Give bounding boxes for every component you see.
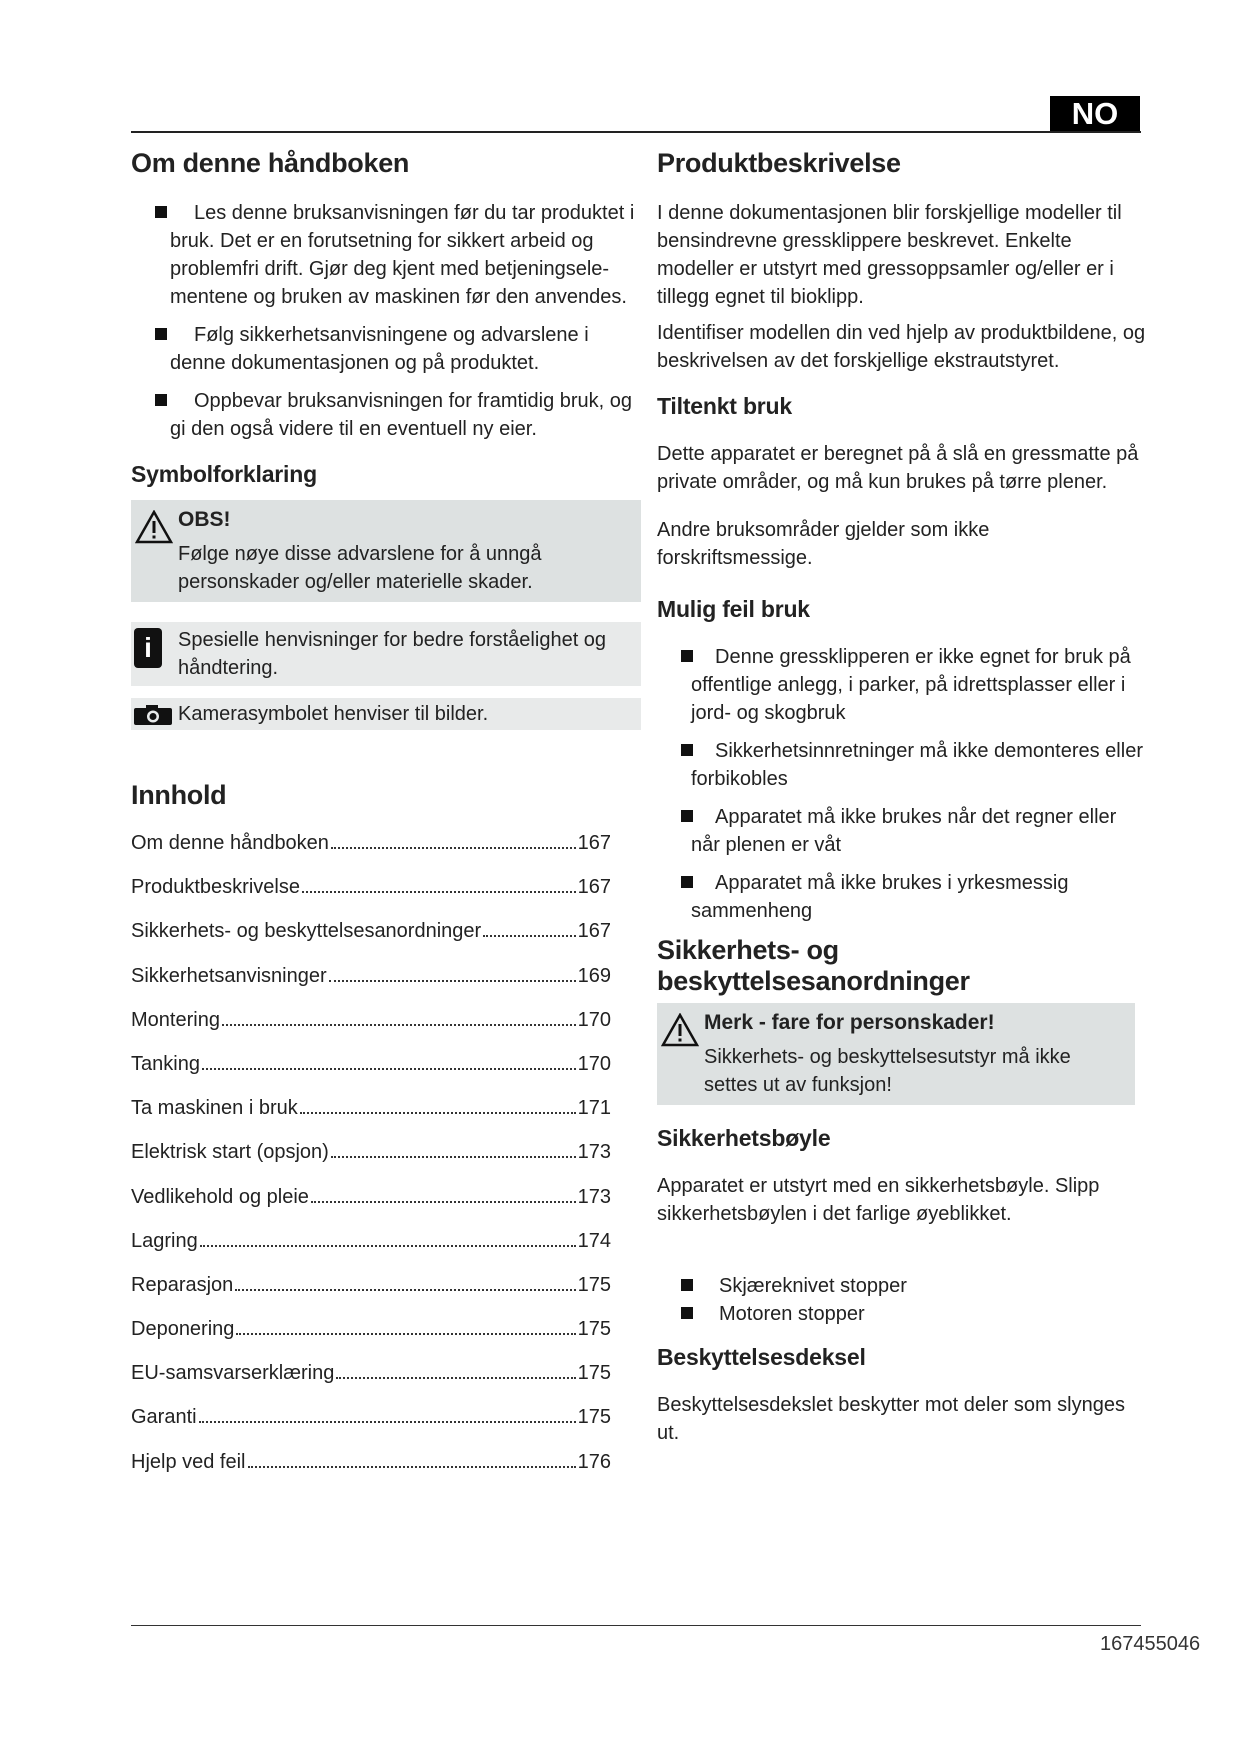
info-text: Spesielle henvisninger for bedre forståelighet og håndtering.	[178, 629, 607, 679]
misuse-section	[657, 596, 1147, 925]
cover-title: Beskyttelsesdeksel	[657, 1344, 866, 1370]
square-bullet-icon	[155, 206, 167, 218]
header-rule	[131, 131, 1141, 133]
safety-bail-paragraph: Apparatet er utstyrt med en sikkerhetsbøyle. Slipp sikkerhetsbøylen i det farlige øyeblikket.	[657, 1175, 1100, 1225]
right-column	[657, 148, 1147, 1455]
cover-paragraph: Beskyttelsesdekslet beskytter mot deler som slynges ut.	[657, 1394, 1125, 1444]
square-bullet-icon	[681, 1307, 693, 1319]
safety-title: Sikkerhets- og beskyttelsesanordninger	[657, 935, 970, 996]
symbols-section	[131, 461, 641, 730]
product-paragraph-2: Identifiser modellen din ved hjelp av produktbildene, og beskrivelsen av det forskjellige ekstrautstyret.	[657, 322, 1146, 372]
toc-list	[131, 829, 611, 1492]
square-bullet-icon	[681, 744, 693, 756]
list-item: Følg sikkerhetsanvisningene og advarslene i denne dokumentasjonen og på produktet.	[131, 321, 641, 377]
language-badge: NO	[1050, 96, 1140, 132]
safety-bail-list	[657, 1272, 1147, 1328]
safety-bail-title: Sikkerhetsbøyle	[657, 1125, 831, 1151]
misuse-list	[657, 643, 1147, 925]
safety-section	[657, 935, 1147, 1105]
toc-entry[interactable]: Vedlikehold og pleie 173	[131, 1185, 611, 1208]
toc-entry[interactable]: Produktbeskrivelse 167	[131, 876, 611, 899]
toc-entry[interactable]: Sikkerhets- og beskyttelsesanordninger 167	[131, 920, 611, 943]
warning-triangle-icon	[661, 1013, 699, 1047]
contents-section	[131, 780, 641, 1492]
list-item: Motoren stopper	[657, 1300, 1147, 1328]
about-list	[131, 199, 641, 443]
camera-text: Kamerasymbolet henviser til bilder.	[178, 703, 489, 725]
toc-entry[interactable]: Garanti 175	[131, 1406, 611, 1429]
document-number: 167455046	[1100, 1633, 1201, 1655]
camera-icon	[133, 704, 173, 726]
info-note-box	[131, 622, 641, 686]
safety-bail-section	[657, 1125, 1147, 1328]
warning-triangle-icon	[135, 510, 173, 544]
list-item: Apparatet må ikke brukes i yrkesmessig sammenheng	[657, 869, 1147, 925]
list-item: Sikkerhetsinnretninger må ikke demonteres eller forbikobles	[657, 737, 1147, 793]
toc-entry[interactable]: Sikkerhetsanvisninger 169	[131, 964, 611, 987]
product-title: Produktbeskrivelse	[657, 148, 901, 178]
left-column	[131, 148, 641, 1492]
intended-use-paragraph-1: Dette apparatet er beregnet på å slå en gressmatte på private områder, og må kun brukes på tørre plener.	[657, 443, 1139, 493]
about-section	[131, 148, 641, 443]
square-bullet-icon	[681, 810, 693, 822]
info-icon: i	[134, 628, 162, 668]
list-item: Denne gressklipperen er ikke egnet for bruk på offentlige anlegg, i parker, på idrettsplasser eller i jord- og skogbruk	[657, 643, 1147, 727]
square-bullet-icon	[155, 328, 167, 340]
square-bullet-icon	[681, 1279, 693, 1291]
obs-text: Følge nøye disse advarslene for å unngå personskader og/eller materielle skader.	[178, 543, 542, 593]
square-bullet-icon	[681, 876, 693, 888]
obs-title: OBS!	[178, 508, 231, 531]
camera-note-box	[131, 698, 641, 730]
list-item: Skjæreknivet stopper	[657, 1272, 1147, 1300]
contents-title: Innhold	[131, 780, 227, 810]
misuse-title: Mulig feil bruk	[657, 596, 810, 622]
intended-use-section	[657, 393, 1147, 572]
safety-warning-title: Merk - fare for personskader!	[704, 1011, 995, 1034]
footer-rule	[131, 1625, 1141, 1626]
cover-section	[657, 1344, 1147, 1447]
list-item: Apparatet må ikke brukes når det regner eller når plenen er våt	[657, 803, 1147, 859]
square-bullet-icon	[681, 650, 693, 662]
safety-warning-text: Sikkerhets- og beskyttelsesutstyr må ikke settes ut av funksjon!	[704, 1046, 1071, 1096]
toc-entry[interactable]: Om denne håndboken 167	[131, 832, 611, 854]
intended-use-paragraph-2: Andre bruksområder gjelder som ikke forskriftsmessige.	[657, 519, 990, 569]
toc-entry[interactable]: EU-samsvarserklæring 175	[131, 1362, 611, 1385]
toc-entry[interactable]: Deponering 175	[131, 1318, 611, 1341]
list-item: Les denne bruksanvisningen før du tar produktet i bruk. Det er en forutsetning for sikkert arbeid og problemfri drift. Gjør deg kjent med betjeningsele-mentene og bruken av maskinen før den anvendes.	[131, 199, 641, 311]
intended-use-title: Tiltenkt bruk	[657, 393, 792, 419]
obs-warning-box	[131, 500, 641, 602]
toc-entry[interactable]: Montering 170	[131, 1008, 611, 1031]
product-paragraph-1: I denne dokumentasjonen blir forskjellige modeller til bensindrevne gressklippere beskrevet. Enkelte modeller er utstyrt med gressoppsamler og/eller er i tillegg egnet til bioklipp.	[657, 202, 1122, 308]
toc-entry[interactable]: Ta maskinen i bruk 171	[131, 1097, 611, 1120]
list-item: Oppbevar bruksanvisningen for framtidig bruk, og gi den også videre til en eventuell ny eier.	[131, 387, 641, 443]
symbols-title: Symbolforklaring	[131, 461, 317, 487]
about-title: Om denne håndboken	[131, 148, 410, 178]
toc-entry[interactable]: Hjelp ved feil 176	[131, 1450, 611, 1473]
toc-entry[interactable]: Lagring 174	[131, 1229, 611, 1252]
toc-entry[interactable]: Reparasjon 175	[131, 1273, 611, 1296]
product-section	[657, 148, 1147, 375]
toc-entry[interactable]: Elektrisk start (opsjon) 173	[131, 1141, 611, 1164]
square-bullet-icon	[155, 394, 167, 406]
safety-warning-box	[657, 1003, 1135, 1105]
toc-entry[interactable]: Tanking 170	[131, 1052, 611, 1075]
